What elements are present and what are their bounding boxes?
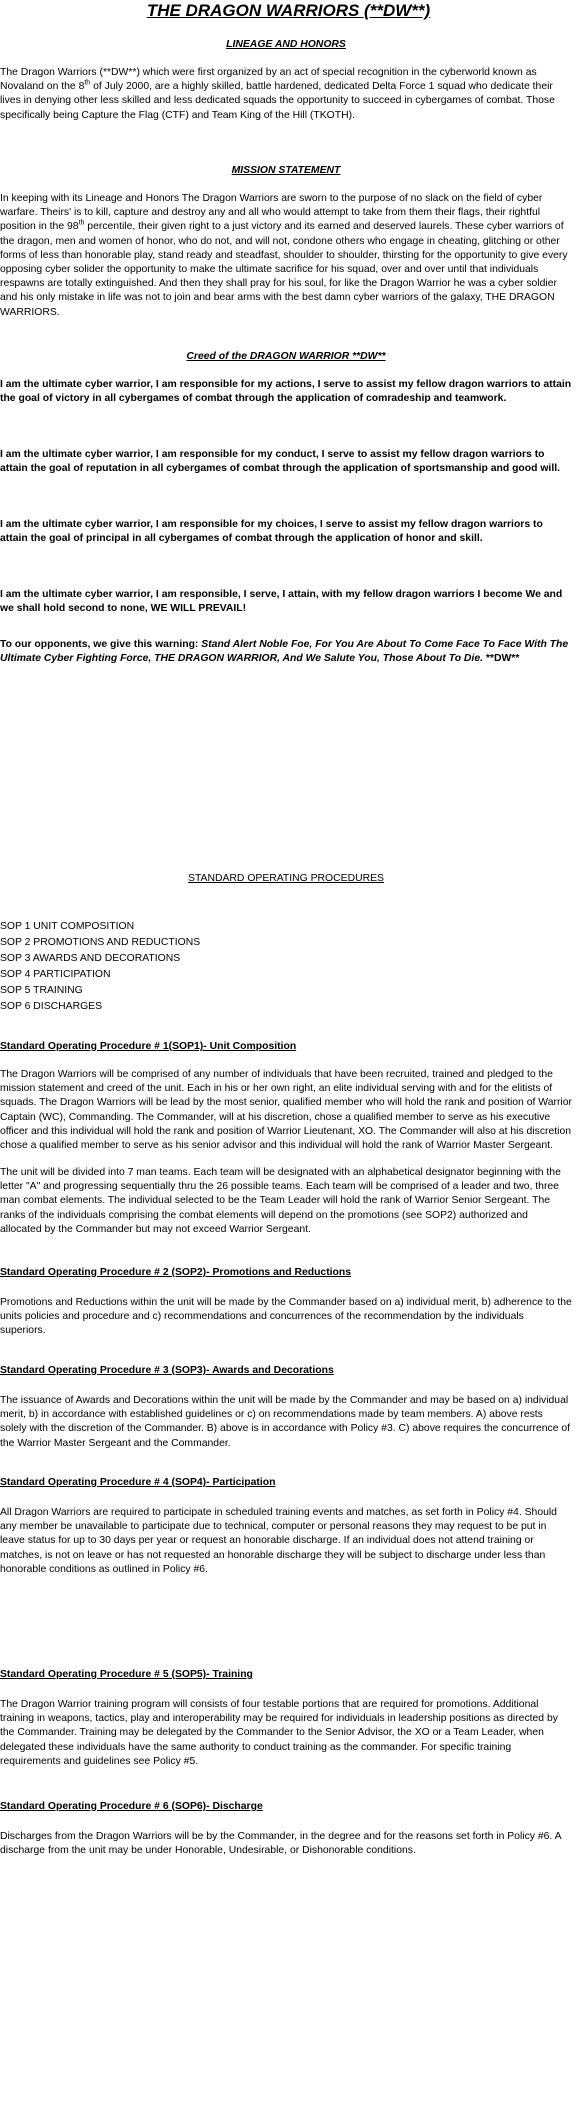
creed-heading-text: Creed of the DRAGON WARRIOR **DW**	[186, 351, 386, 362]
document-title: THE DRAGON WARRIORS (**DW**)	[146, 1, 431, 20]
sop3-heading	[0, 1364, 572, 1378]
lineage-heading-text: LINEAGE AND HONORS	[226, 39, 346, 50]
creed-paragraph-1: I am the ultimate cyber warrior, I am responsible for my actions, I serve to assist my fellow dragon warriors to attain the goal of victory in all cybergames of combat through the application of comradeship and teamwork.	[0, 379, 572, 405]
mission-paragraph	[0, 192, 572, 320]
sop-list-item: SOP 2 PROMOTIONS AND REDUCTIONS	[0, 937, 201, 948]
sop5-paragraph-1: The Dragon Warrior training program will consists of four testable portions that are required for promotions. Additional training in weapons, tactics, play and interoperability may be required for individuals in leadership positions as directed by the Commander. Training may be delegated by the Commander to the Senior Advisor, the XO or a Team Leader, when delegated these individuals have the same authority to conduct training as the commander. For specific training requirements and guidelines see Policy #5.	[0, 1699, 558, 1767]
lineage-text-a: The Dragon Warriors (**DW**) which were first organized by an act of special recognition in the cyberworld known as Novaland on the 8	[0, 67, 537, 93]
creed-paragraph-5	[0, 638, 572, 666]
sop1-heading-text: Standard Operating Procedure # 1(SOP1)- Unit Composition	[0, 1041, 297, 1052]
sop1-paragraph-2: The unit will be divided into 7 man teams. Each team will be designated with an alphabetical designator beginning with the letter "A" and progressing sequentially thru the 26 possible teams. Each team will be comprised of a leader and two, three man combat elements. The individual selected to be the Team Leader will hold the rank of Warrior Senior Sergeant. The ranks of the individuals comprising the combat elements will depend on the promotions (see SOP2) authorized and allocated by the Commander but may not exceed Warrior Sergeant.	[0, 1167, 561, 1235]
sop1-heading	[0, 1040, 572, 1054]
sop2-heading-text: Standard Operating Procedure # 2 (SOP2)- Promotions and Reductions	[0, 1267, 352, 1278]
sop6-heading	[0, 1800, 572, 1814]
sop3-heading-text: Standard Operating Procedure # 3 (SOP3)- Awards and Decorations	[0, 1365, 334, 1376]
sop5-heading-text: Standard Operating Procedure # 5 (SOP5)- Training	[0, 1669, 253, 1680]
mission-text-b: percentile, their given right to a just victory and its earned and deserved laurels. These cyber warriors of the dragon, men and women of honor, who do not, and will not, condone others who engage in cheating, glitching or other forms of less than honorable play, stand ready and steadfast, shoulder to shoulder, thirsting for the opportunity to give every opposing cyber solider the opportunity to make the ultimate sacrifice for his squad, over and over until that individuals respawns are totally extinguished. And then they shall pray for his soul, for like the Dragon Warrior he was a cyber soldier and his only mistake in life was not to join and bear arms with the best damn cyber warriors of the galaxy, THE DRAGON WARRIORS.	[0, 221, 568, 318]
creed-paragraph-3: I am the ultimate cyber warrior, I am responsible for my choices, I serve to assist my fellow dragon warriors to attain the goal of principal in all cybergames of combat through the application of honor and skill.	[0, 519, 543, 545]
mission-heading	[0, 164, 572, 178]
mission-text-a: In keeping with its Lineage and Honors The Dragon Warriors are sworn to the purpose of no slack on the field of cyber warfare. Theirs' is to kill, capture and destroy any and all who would attempt to take from them their flags, their rightful position in the 98	[0, 193, 543, 233]
sop-heading-text: STANDARD OPERATING PROCEDURES	[188, 873, 384, 884]
sop6-heading-text: Standard Operating Procedure # 6 (SOP6)- Discharge	[0, 1801, 263, 1812]
lineage-sup: th	[84, 79, 91, 87]
sop4-paragraph-1: All Dragon Warriors are required to participate in scheduled training events and matches, as set forth in Policy #4. Should any member be unavailable to participate due to technical, computer or personal reasons they may request to be put in leave status for up to 30 days per year or request an honorable discharge. If an individual does not attend training or matches, is not on leave or has not requested an honorable discharge they will be subject to discharge under less than honorable conditions as outlined in Policy #6.	[0, 1507, 557, 1575]
mission-sup: th	[78, 219, 85, 227]
lineage-heading	[0, 38, 572, 52]
creed-warning-label: To our opponents, we give this warning:	[0, 639, 202, 650]
creed-paragraph-2: I am the ultimate cyber warrior, I am responsible for my conduct, I serve to assist my fellow dragon warriors to attain the goal of reputation in all cybergames of combat through the application of sportsmanship and good will.	[0, 449, 560, 475]
sop-list-item: SOP 1 UNIT COMPOSITION	[0, 921, 135, 932]
sop1-paragraph-1: The Dragon Warriors will be comprised of any number of individuals that have been recruited, trained and pledged to the mission statement and creed of the unit. Each in his or her own right, an elite individual serving with and for the elitists of squads. The Dragon Warriors will be lead by the most senior, qualified member who will hold the rank and position of Warrior Captain (WC), Commanding. The Commander, will at his discretion, chose a qualified member to serve as his executive officer and this individual will hold the rank and position of Warrior Lieutenant, XO. The Commander will also at his discretion chose a qualified member to serve as his senior advisor and this individual will hold the rank of Warrior Master Sergeant.	[0, 1069, 572, 1152]
sop5-heading	[0, 1668, 572, 1682]
sop4-heading-text: Standard Operating Procedure # 4 (SOP4)- Participation	[0, 1477, 276, 1488]
sop-list-item: SOP 3 AWARDS AND DECORATIONS	[0, 953, 181, 964]
sop-heading	[0, 872, 572, 886]
sop-list-item: SOP 5 TRAINING	[0, 985, 83, 996]
creed-paragraph-4: I am the ultimate cyber warrior, I am responsible, I serve, I attain, with my fellow dragon warriors I become We and we shall hold second to none, WE WILL PREVAIL!	[0, 589, 563, 615]
sop6-paragraph-1: Discharges from the Dragon Warriors will be by the Commander, in the degree and for the reasons set forth in Policy #6. A discharge from the unit may be under Honorable, Undesirable, or Dishonorable conditions.	[0, 1831, 561, 1857]
sop2-paragraph-1: Promotions and Reductions within the unit will be made by the Commander based on a) individual merit, b) adherence to the units policies and procedure and c) recommendations and concurrences of the recommendation by the individuals superiors.	[0, 1297, 572, 1337]
creed-heading	[0, 350, 572, 364]
lineage-text-b: of July 2000, are a highly skilled, battle hardened, dedicated Delta Force 1 squad who dedicate their lives in denying other less skilled and less dedicated squads the opportunity to succeed in cybergames of combat. Those specifically being Capture the Flag (CTF) and Team King of the Hill (TKOTH).	[0, 81, 555, 121]
creed-warning-text: Stand Alert Noble Foe, For You Are About To Come Face To Face With The Ultimate Cyber Fighting Force, THE DRAGON WARRIOR, And We Salute You, Those About To Die.	[0, 639, 569, 665]
sop2-heading	[0, 1266, 572, 1280]
sop4-heading	[0, 1476, 572, 1490]
sop-list-item: SOP 4 PARTICIPATION	[0, 969, 111, 980]
lineage-paragraph	[0, 66, 572, 123]
sop-list-item: SOP 6 DISCHARGES	[0, 1001, 103, 1012]
sop3-paragraph-1: The issuance of Awards and Decorations within the unit will be made by the Commander and may be based on a) individual merit, b) in accordance with established guidelines or c) on recommendations made by team members. A) above rests solely with the discretion of the Commander. B) above is in accordance with Policy #3. C) above requires the concurrence of the Warrior Master Sergeant and the Commander.	[0, 1395, 571, 1449]
creed-warning-sign: **DW**	[483, 653, 520, 665]
mission-heading-text: MISSION STATEMENT	[231, 165, 341, 176]
